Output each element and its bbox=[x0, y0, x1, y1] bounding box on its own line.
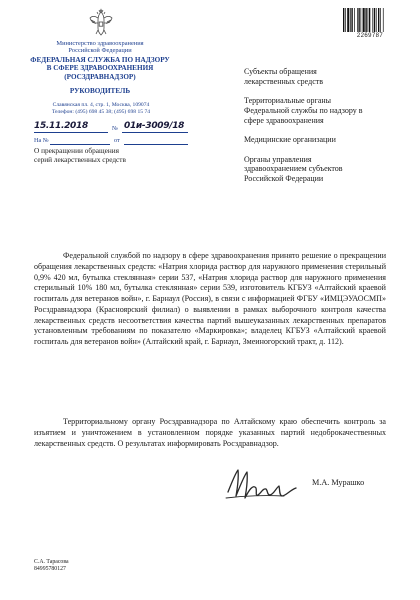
registration-number: 01и-3009/18 bbox=[124, 121, 185, 131]
executor-name: С.А. Тарасова bbox=[34, 559, 69, 565]
ministry-line: Российской Федерации bbox=[68, 47, 132, 55]
ministry-line: Министерство здравоохранения bbox=[56, 40, 144, 47]
barcode-bar bbox=[365, 8, 366, 32]
barcode-bar bbox=[374, 8, 375, 32]
barcode-bar bbox=[345, 8, 346, 32]
ref-from-label: от bbox=[114, 137, 120, 144]
recipient bbox=[244, 135, 414, 145]
head-title: РУКОВОДИТЕЛЬ bbox=[69, 87, 131, 95]
barcode-bar bbox=[363, 8, 365, 32]
ministry-name bbox=[30, 40, 170, 55]
body-paragraph: Территориальному органу Росздравнадзора по Алтайскому краю обеспечить контроль за изъятием и уничтожением в установленном порядке указанных партий недоброкачественных лекарственных средств. О результатах информировать Росздравнадзор. bbox=[34, 417, 386, 448]
recipient-line: здравоохранением субъектов bbox=[244, 164, 343, 174]
barcode-bar bbox=[372, 8, 373, 32]
barcode-bar bbox=[380, 8, 381, 32]
barcode-bar bbox=[357, 8, 358, 32]
number-label: № bbox=[112, 125, 118, 132]
subject-line: серий лекарственных средств bbox=[34, 155, 126, 164]
recipient-line: Российской Федерации bbox=[244, 174, 324, 184]
recipient-line: Медицинские организации bbox=[244, 135, 336, 145]
service-line: ФЕДЕРАЛЬНАЯ СЛУЖБА ПО НАДЗОРУ bbox=[30, 56, 170, 64]
address-line: Славянская пл. 4, стр. 1, Москва, 109074 bbox=[52, 102, 150, 108]
barcode-bar bbox=[343, 8, 344, 32]
ref-number-line bbox=[50, 132, 110, 145]
executor-block bbox=[34, 559, 69, 573]
barcode-bar bbox=[378, 8, 379, 32]
barcode-bar bbox=[376, 8, 377, 32]
barcode-bar bbox=[368, 8, 369, 32]
ref-label: На № bbox=[34, 137, 49, 144]
coat-of-arms-emblem bbox=[89, 8, 113, 38]
recipient bbox=[244, 67, 414, 87]
ref-date-line bbox=[124, 132, 188, 145]
recipient-line: сфере здравоохранения bbox=[244, 115, 324, 125]
recipient-line: Органы управления bbox=[244, 154, 312, 164]
barcode-bar bbox=[358, 8, 359, 32]
barcode-bar bbox=[369, 8, 370, 32]
registration-date: 15.11.2018 bbox=[34, 121, 88, 131]
barcode-number: 2269787 bbox=[356, 33, 384, 39]
barcode-bar bbox=[347, 8, 349, 32]
recipient bbox=[244, 155, 414, 184]
barcode-bar bbox=[383, 8, 384, 32]
barcode-bar bbox=[361, 8, 362, 32]
address-line: Телефон: (495) 698 45 38; (495) 698 15 74 bbox=[51, 109, 151, 115]
handwritten-signature bbox=[222, 462, 302, 508]
service-name bbox=[28, 56, 172, 81]
recipient-line: Территориальные органы bbox=[244, 96, 332, 106]
barcode-bar bbox=[350, 8, 351, 32]
recipient bbox=[244, 96, 414, 125]
document-subject bbox=[34, 146, 204, 164]
subject-line: О прекращении обращения bbox=[34, 146, 119, 155]
body-paragraph: Федеральной службой по надзору в сфере здравоохранения принято решение о прекращении обращения лекарственных средств: «Натрия хлорида раствор для наружного применения стерильный 0,9% 420 мл, бутылка стеклянная» серии 537, «Натрия хлорида раствор для наружного применения стерильный 10% 180 мл, бутылка стеклянная» серии 539, изготовитель КГБУЗ «Алтайский краевой госпиталь для ветеранов войн», г. Барнаул (Россия), в связи с информацией ФГБУ «ИМЦЭУАОСМП» Росздравнадзора (Красноярский филиал) о выявлении в рамках выборочного контроля качества лекарственных средств несоответствия качества партий вышеуказанных лекарственных препаратов установленным требованиям по показателю «Маркировка»; владелец КГБУЗ «Алтайский краевой госпиталь для ветеранов войн» (Алтайский край, г. Барнаул, Змеиногорский тракт, д. 112). bbox=[34, 251, 386, 346]
recipient-line: Федеральной службы по надзору в bbox=[244, 105, 363, 115]
signer-name: М.А. Мурашко bbox=[312, 478, 365, 487]
recipients-block bbox=[244, 67, 414, 194]
barcode-bar bbox=[354, 8, 355, 32]
service-line: В СФЕРЕ ЗДРАВООХРАНЕНИЯ bbox=[46, 64, 154, 73]
recipient-line: Субъекты обращения bbox=[244, 67, 317, 76]
address bbox=[40, 102, 162, 116]
barcode bbox=[342, 8, 398, 32]
barcode-bar bbox=[351, 8, 352, 32]
service-line: (РОСЗДРАВНАДЗОР) bbox=[64, 72, 136, 81]
recipient-line: лекарственных средств bbox=[244, 76, 324, 86]
executor-phone: 84995780127 bbox=[34, 566, 66, 572]
